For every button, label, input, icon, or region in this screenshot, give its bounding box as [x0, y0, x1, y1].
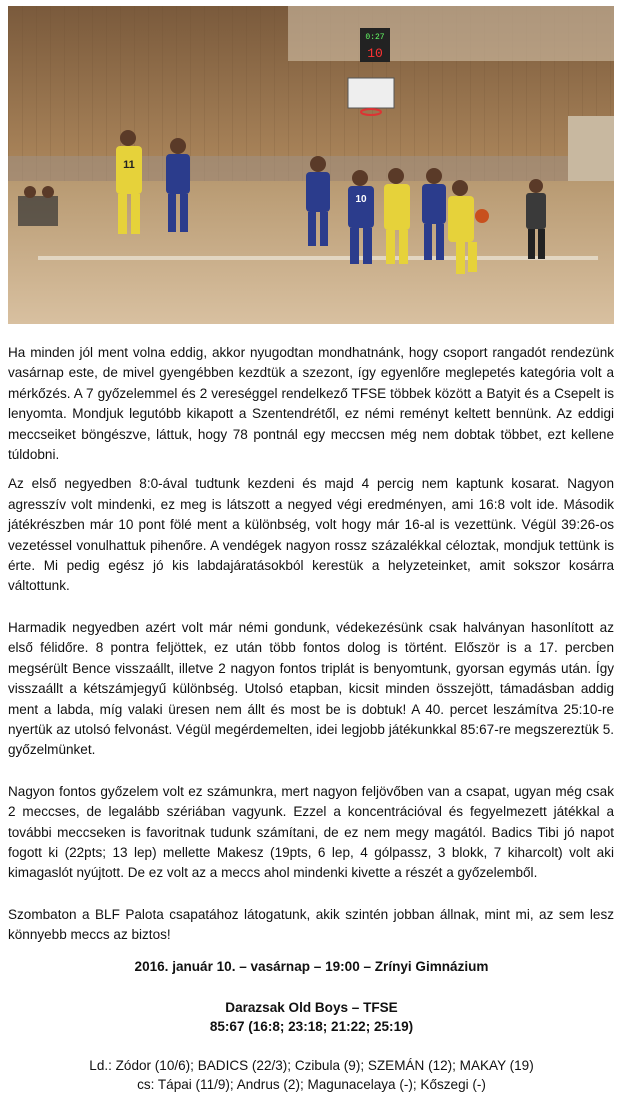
svg-text:10: 10 — [355, 194, 367, 205]
basketball-icon — [475, 209, 489, 223]
article-paragraph: Az első negyedben 8:0-ával tudtunk kezdeni és majd 4 percig nem kaptunk kosarat. Nagyon agresszív volt mindenki, ez meg is látszott a negyed végi eredményen, ami 16:8 volt ide. Második játékrészben már 10 pont fölé ment a különbség, volt hogy már 16-al is vezettünk. Végül 39:26-os vezetéssel vonulhattuk pihenőre. A vendégek nagyon rossz százalékkal céloztak, mondjuk tettünk is érte. Mi pedig egész jó kis labdajáratásokból kerestük a helyzeteinket, amit sokszor kosárra váltottunk. — [8, 476, 614, 594]
svg-text:10: 10 — [367, 46, 383, 61]
match-teams: Darazsak Old Boys – TFSE — [225, 1000, 398, 1015]
match-bench: cs: Tápai (11/9); Andrus (2); Magunacelaya (-); Kőszegi (-) — [137, 1077, 486, 1092]
article-paragraph: Szombaton a BLF Palota csapatához látogatunk, akik szintén jobban állnak, mint mi, az sem lesz könnyebb meccs az biztos! — [8, 906, 614, 943]
article-paragraph: Nagyon fontos győzelem volt ez számunkra, mert nagyon feljövőben van a csapat, ugyan még csak 2 meccses, de legalább szériában vagyunk. Ezzel a koncentrációval és fegyelmezett játékkal a további meccseken is favoritnak tudunk számítani, de ez nem megy magától. Badics Tibi jó napot fogott ki (22pts; 13 lep) mellette Makesz (19pts, 6 lep, 4 gólpassz, 3 blokk, 7 kiharcolt) volt aki kimagaslót nyújtott. De ez volt az a meccs ahol mindenki kivette a részét a győzelemből. — [8, 783, 614, 881]
match-lineup: Ld.: Zódor (10/6); BADICS (22/3); Czibula (9); SZEMÁN (12); MAKAY (19) — [89, 1058, 534, 1073]
match-score: 85:67 (16:8; 23:18; 21:22; 25:19) — [209, 1019, 414, 1034]
backboard — [348, 78, 394, 108]
basketball-game-photo — [8, 6, 614, 324]
match-date-line: 2016. január 10. – vasárnap – 19:00 – Zrínyi Gimnázium — [134, 959, 489, 974]
article-body — [8, 343, 614, 946]
article-paragraph: Harmadik negyedben azért volt már némi gondunk, védekezésünk csak halványan hasonlított az első félidőre. 8 pontra feljöttek, ez után több fontos dolog is történt. Először is a 17. percben megsérült Bence visszaállt, illetve 2 nagyon fontos triplát is benyomtunk, gyorsan egymás után. Így visszaállt a kétszámjegyű különbség. Utolsó etapban, kicsit minden összejött, támadásban addig ment a labda, míg valaki üresen nem állt és most be is dobtuk! A 40. percet leszámítva 25:10-re nyertük az utolsó felvonást. Végül megérdemelten, idei legjobb játékunkkal 85:67-re megszereztük 5. győzelmünket. — [8, 619, 614, 758]
svg-text:11: 11 — [123, 159, 135, 171]
article-paragraph: Ha minden jól ment volna eddig, akkor nyugodtan mondhatnánk, hogy csoport rangadót rendezünk vasárnap este, de mivel gyengébben kezdtük a szezont, így egyenlőre meglepetés kategória volt a mérkőzés. A 7 győzelemmel és 2 vereséggel rendelkező TFSE többek között a Batyit és a Csepelt is lenyomta. Mondjuk legutóbb kikapott a Szentendrétől, ez némi reményt keltett bennünk. Az eddigi meccseiket böngészve, láttuk, hogy 78 pontnál egy meccsen még nem dobtak többet, ezt kellene túldobni. — [8, 345, 614, 463]
svg-text:0:27: 0:27 — [365, 33, 385, 42]
